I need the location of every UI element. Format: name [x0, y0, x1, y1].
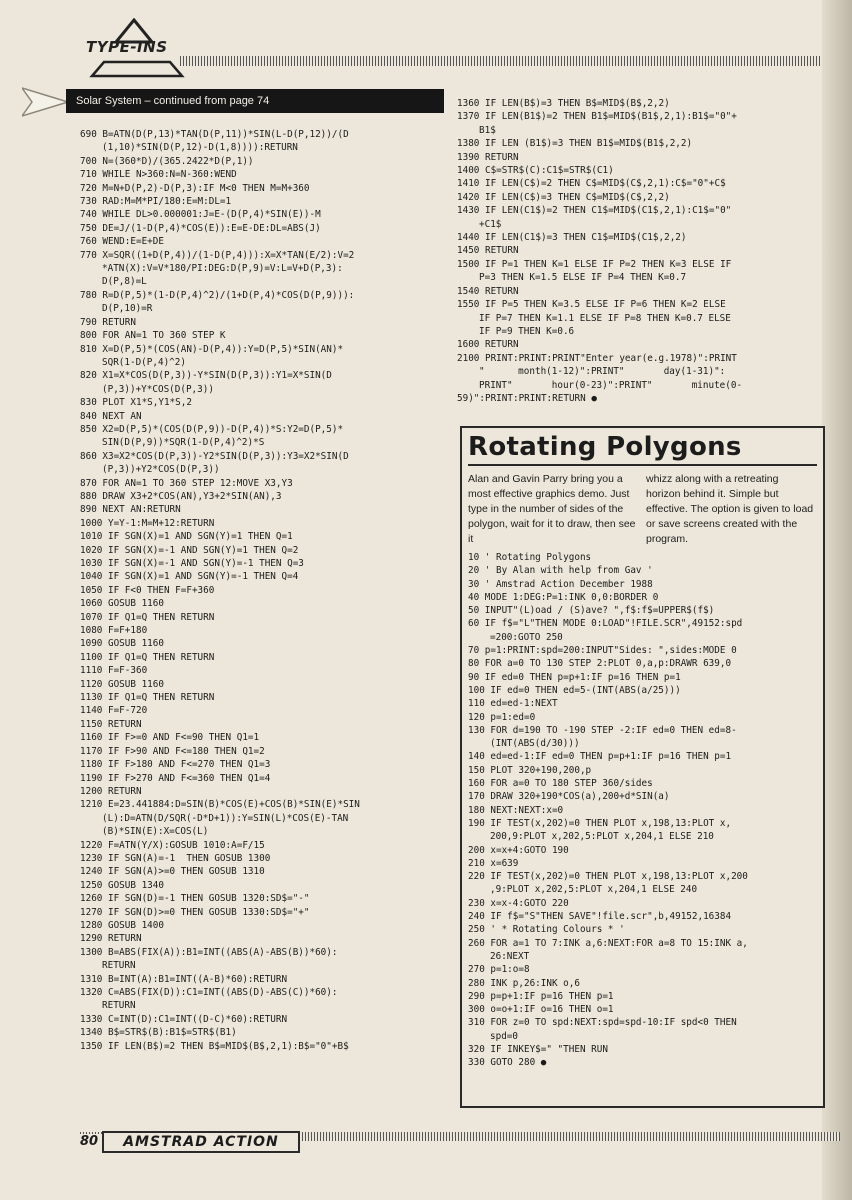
code-line: 820 X1=X*COS(D(P,3))-Y*SIN(D(P,3)):Y1=X*SIN(D	[80, 370, 332, 382]
code-line: 860 X3=X2*COS(D(P,3))-Y2*SIN(D(P,3)):Y3=X2*SIN(D	[80, 450, 349, 462]
code-line: 20 ' By Alan with help from Gav '	[468, 565, 653, 577]
code-line: 220 IF TEST(x,202)=0 THEN PLOT x,198,13:PLOT x,200	[468, 871, 748, 883]
code-line: 1400 C$=STR$(C):C1$=STR$(C1)	[457, 165, 614, 177]
code-line: 1210 E=23.441884:D=SIN(B)*COS(E)+COS(B)*SIN(E)*SIN	[80, 799, 360, 811]
code-line: 60 IF f$="L"THEN MODE 0:LOAD"!FILE.SCR",49152:spd	[468, 618, 743, 630]
code-line: 1150 RETURN	[80, 718, 142, 730]
code-line: +C1$	[479, 218, 502, 230]
code-line: 1330 C=INT(D):C1=INT((D-C)*60):RETURN	[80, 1013, 288, 1025]
code-line: 1110 F=F-360	[80, 665, 148, 677]
code-line: 1550 IF P=5 THEN K=3.5 ELSE IF P=6 THEN K=2 ELSE	[457, 299, 726, 311]
code-line: 1450 RETURN	[457, 245, 519, 257]
code-line: 320 IF INKEY$=" "THEN RUN	[468, 1043, 608, 1055]
code-line: 1260 IF SGN(D)=-1 THEN GOSUB 1320:SD$="-"	[80, 893, 310, 905]
code-line: (1,10)*SIN(D(P,12)-D(1,8)))):RETURN	[102, 142, 298, 154]
code-line: 50 INPUT"(L)oad / (S)ave? ",f$:f$=UPPER$(f$)	[468, 605, 715, 617]
code-line: 250 ' * Rotating Colours * '	[468, 924, 625, 936]
code-line: 1440 IF LEN(C1$)=3 THEN C1$=MID$(C1$,2,2)	[457, 232, 687, 244]
code-line: 140 ed=ed-1:IF ed=0 THEN p=p+1:IF p=16 THEN p=1	[468, 751, 732, 763]
code-line: 1350 IF LEN(B$)=2 THEN B$=MID$(B$,2,1):B$="0"+B$	[80, 1040, 349, 1052]
code-line: 1180 IF F>180 AND F<=270 THEN Q1=3	[80, 759, 271, 771]
code-line: PRINT" hour(0-23)":PRINT" minute(0-	[479, 379, 743, 391]
code-line: 1140 F=F-720	[80, 705, 148, 717]
solar-system-listing-left	[80, 128, 442, 1053]
code-line: 1000 Y=Y-1:M=M+12:RETURN	[80, 517, 215, 529]
page-number: 80	[80, 1134, 102, 1149]
code-line: 1380 IF LEN (B1$)=3 THEN B1$=MID$(B1$,2,2)	[457, 138, 693, 150]
code-line: 240 IF f$="S"THEN SAVE"!file.scr",b,49152,16384	[468, 911, 732, 923]
code-line: 210 x=639	[468, 857, 519, 869]
code-line: 760 WEND:E=E+DE	[80, 236, 164, 248]
code-line: 180 NEXT:NEXT:x=0	[468, 804, 564, 816]
intro-text-col2: whizz along with a retreating horizon behind it. Simple but effective. The option is given to load or save screens created with the program.	[646, 473, 814, 545]
code-line: 1090 GOSUB 1160	[80, 638, 164, 650]
arrow-right-icon	[22, 86, 72, 118]
code-line: ,9:PLOT x,202,5:PLOT x,204,1 ELSE 240	[490, 884, 698, 896]
code-line: 1410 IF LEN(C$)=2 THEN C$=MID$(C$,2,1):C$="0"+C$	[457, 178, 726, 190]
code-line: (L):D=ATN(D/SQR(-D*D+1)):Y=SIN(L)*COS(E)-TAN	[102, 812, 349, 824]
code-line: 1050 IF F<0 THEN F=F+360	[80, 584, 215, 596]
code-line: 1160 IF F>=0 AND F<=90 THEN Q1=1	[80, 732, 260, 744]
article-title: Rotating Polygons	[468, 432, 742, 462]
code-line: RETURN	[102, 1000, 136, 1012]
code-line: 130 FOR d=190 TO -190 STEP -2:IF ed=0 THEN ed=8-	[468, 724, 737, 736]
title-rule	[468, 464, 817, 466]
code-line: 810 X=D(P,5)*(COS(AN)-D(P,4)):Y=D(P,5)*SIN(AN)*	[80, 343, 344, 355]
code-line: (P,3))+Y*COS(D(P,3))	[102, 383, 214, 395]
code-line: 1340 B$=STR$(B):B1$=STR$(B1)	[80, 1027, 237, 1039]
code-line: 1300 B=ABS(FIX(A)):B1=INT((ABS(A)-ABS(B))*60):	[80, 946, 338, 958]
code-line: 1240 IF SGN(A)>=0 THEN GOSUB 1310	[80, 866, 265, 878]
code-line: 100 IF ed=0 THEN ed=5-(INT(ABS(a/25)))	[468, 684, 681, 696]
code-line: 870 FOR AN=1 TO 360 STEP 12:MOVE X3,Y3	[80, 477, 293, 489]
solar-system-listing-right	[457, 97, 819, 405]
code-line: 1600 RETURN	[457, 339, 519, 351]
code-line: 890 NEXT AN:RETURN	[80, 504, 181, 516]
code-line: 2100 PRINT:PRINT:PRINT"Enter year(e.g.1978)":PRINT	[457, 352, 737, 364]
code-line: RETURN	[102, 960, 136, 972]
code-line: 1030 IF SGN(X)=-1 AND SGN(Y)=-1 THEN Q=3	[80, 558, 304, 569]
code-line: 260 FOR a=1 TO 7:INK a,6:NEXT:FOR a=8 TO 15:INK a,	[468, 937, 748, 949]
header-hatch-rule	[180, 56, 820, 66]
code-line: 1280 GOSUB 1400	[80, 919, 164, 931]
code-line: 170 DRAW 320+190*COS(a),200+d*SIN(a)	[468, 791, 670, 803]
code-line: 150 PLOT 320+190,200,p	[468, 764, 592, 776]
code-line: 690 B=ATN(D(P,13)*TAN(D(P,11))*SIN(L-D(P,12))/(D	[80, 129, 349, 140]
code-line: 26:NEXT	[490, 950, 530, 962]
continuation-banner: Solar System – continued from page 74	[66, 89, 444, 113]
rotating-polygons-listing	[468, 551, 818, 1070]
code-line: IF P=9 THEN K=0.6	[479, 325, 575, 337]
code-line: 1310 B=INT(A):B1=INT((A-B)*60):RETURN	[80, 973, 288, 985]
code-line: 270 p=1:o=8	[468, 964, 530, 976]
code-line: (P,3))+Y2*COS(D(P,3))	[102, 464, 220, 476]
code-line: 80 FOR a=0 TO 130 STEP 2:PLOT 0,a,p:DRAWR 639,0	[468, 658, 732, 670]
section-logo-text: TYPE-INS	[86, 38, 168, 56]
code-line: 850 X2=D(P,5)*(COS(D(P,9))-D(P,4))*S:Y2=D(P,5)*	[80, 423, 344, 435]
code-line: 1290 RETURN	[80, 933, 142, 945]
code-line: 1540 RETURN	[457, 285, 519, 297]
code-line: 1360 IF LEN(B$)=3 THEN B$=MID$(B$,2,2)	[457, 98, 670, 109]
code-line: 750 DE=J/(1-D(P,4)*COS(E)):E=E-DE:DL=ABS(J)	[80, 222, 321, 234]
code-line: 30 ' Amstrad Action December 1988	[468, 578, 653, 590]
magazine-name: AMSTRAD ACTION	[102, 1131, 300, 1153]
code-line: 840 NEXT AN	[80, 410, 142, 422]
code-line: 300 o=o+1:IF o=16 THEN o=1	[468, 1004, 614, 1016]
code-line: 830 PLOT X1*S,Y1*S,2	[80, 397, 192, 409]
code-line: 290 p=p+1:IF p=16 THEN p=1	[468, 990, 614, 1002]
code-line: 1100 IF Q1=Q THEN RETURN	[80, 651, 215, 663]
code-line: 1190 IF F>270 AND F<=360 THEN Q1=4	[80, 772, 271, 784]
code-line: 330 GOTO 280 ●	[468, 1057, 547, 1069]
code-line: SQR(1-D(P,4)^2)	[102, 356, 186, 368]
code-line: 1420 IF LEN(C$)=3 THEN C$=MID$(C$,2,2)	[457, 191, 670, 203]
code-line: 200,9:PLOT x,202,5:PLOT x,204,1 ELSE 210	[490, 831, 714, 843]
code-line: 880 DRAW X3+2*COS(AN),Y3+2*SIN(AN),3	[80, 490, 282, 502]
code-line: 710 WHILE N>360:N=N-360:WEND	[80, 169, 237, 181]
code-line: SIN(D(P,9))*SQR(1-D(P,4)^2)*S	[102, 437, 265, 449]
code-line: 200 x=x+4:GOTO 190	[468, 844, 569, 856]
code-line: 1070 IF Q1=Q THEN RETURN	[80, 611, 215, 623]
code-line: spd=0	[490, 1030, 518, 1042]
code-line: 70 p=1:PRINT:spd=200:INPUT"Sides: ",sides:MODE 0	[468, 645, 737, 657]
code-line: 1270 IF SGN(D)>=0 THEN GOSUB 1330:SD$="+"	[80, 906, 310, 918]
code-line: 790 RETURN	[80, 316, 136, 328]
code-line: 1120 GOSUB 1160	[80, 678, 164, 690]
code-line: 1010 IF SGN(X)=1 AND SGN(Y)=1 THEN Q=1	[80, 531, 293, 543]
code-line: 40 MODE 1:DEG:P=1:INK 0,0:BORDER 0	[468, 591, 659, 603]
code-line: 1370 IF LEN(B1$)=2 THEN B1$=MID$(B1$,2,1):B1$="0"+	[457, 111, 737, 123]
code-line: 1040 IF SGN(X)=1 AND SGN(Y)=-1 THEN Q=4	[80, 571, 299, 583]
code-line: 310 FOR z=0 TO spd:NEXT:spd=spd-10:IF spd<0 THEN	[468, 1017, 737, 1029]
code-line: 1390 RETURN	[457, 151, 519, 163]
intro-text-col1: Alan and Gavin Parry bring you a most effective graphics demo. Just type in the number of sides of the polygon, wait for it to draw, then see it	[468, 473, 636, 545]
code-line: 1020 IF SGN(X)=-1 AND SGN(Y)=1 THEN Q=2	[80, 544, 299, 556]
code-line: 1170 IF F>90 AND F<=180 THEN Q1=2	[80, 745, 265, 757]
code-line: 280 INK p,26:INK o,6	[468, 977, 580, 989]
code-line: 1130 IF Q1=Q THEN RETURN	[80, 692, 215, 704]
code-line: 190 IF TEST(x,202)=0 THEN PLOT x,198,13:PLOT x,	[468, 817, 732, 829]
code-line: 160 FOR a=0 TO 180 STEP 360/sides	[468, 778, 653, 790]
code-line: (INT(ABS(d/30)))	[490, 738, 580, 750]
code-line: 1230 IF SGN(A)=-1 THEN GOSUB 1300	[80, 852, 271, 864]
code-line: 120 p=1:ed=0	[468, 711, 536, 723]
code-line: 10 ' Rotating Polygons	[468, 552, 592, 563]
code-line: 740 WHILE DL>0.000001:J=E-(D(P,4)*SIN(E))-M	[80, 209, 321, 221]
code-line: 1220 F=ATN(Y/X):GOSUB 1010:A=F/15	[80, 839, 265, 851]
code-line: 800 FOR AN=1 TO 360 STEP K	[80, 330, 226, 342]
page-spine-shadow	[822, 0, 852, 1200]
code-line: *ATN(X):V=V*180/PI:DEG:D(P,9)=V:L=V+D(P,3):	[102, 263, 343, 275]
code-line: 730 RAD:M=M*PI/180:E=M:DL=1	[80, 196, 232, 208]
code-line: IF P=7 THEN K=1.1 ELSE IF P=8 THEN K=0.7 ELSE	[479, 312, 731, 324]
code-line: 1430 IF LEN(C1$)=2 THEN C1$=MID$(C1$,2,1):C1$="0"	[457, 205, 732, 217]
code-line: 230 x=x-4:GOTO 220	[468, 897, 569, 909]
code-line: 780 R=D(P,5)*(1-D(P,4)^2)/(1+D(P,4)*COS(D(P,9))):	[80, 289, 355, 301]
code-line: D(P,8)=L	[102, 276, 147, 288]
code-line: (B)*SIN(E):X=COS(L)	[102, 826, 209, 838]
code-line: D(P,10)=R	[102, 303, 153, 315]
code-line: 1060 GOSUB 1160	[80, 598, 164, 610]
code-line: 1080 F=F+180	[80, 625, 148, 637]
code-line: 1250 GOSUB 1340	[80, 879, 164, 891]
code-line: 1320 C=ABS(FIX(D)):C1=INT((ABS(D)-ABS(C))*60):	[80, 987, 338, 998]
code-line: 1500 IF P=1 THEN K=1 ELSE IF P=2 THEN K=3 ELSE IF	[457, 258, 732, 270]
rotating-polygons-box	[460, 426, 825, 1108]
code-line: " month(1-12)":PRINT" day(1-31)":	[479, 366, 726, 378]
code-line: 59)":PRINT:PRINT:RETURN ●	[457, 392, 597, 404]
code-line: 110 ed=ed-1:NEXT	[468, 698, 558, 710]
code-line: 720 M=N+D(P,2)-D(P,3):IF M<0 THEN M=M+360	[80, 182, 310, 194]
code-line: P=3 THEN K=1.5 ELSE IF P=4 THEN K=0.7	[479, 272, 687, 284]
code-line: 770 X=SQR((1+D(P,4))/(1-D(P,4))):X=X*TAN(E/2):V=2	[80, 249, 355, 261]
code-line: =200:GOTO 250	[490, 631, 563, 643]
code-line: 1200 RETURN	[80, 785, 142, 797]
code-line: 90 IF ed=0 THEN p=p+1:IF p=16 THEN p=1	[468, 671, 681, 683]
code-line: 700 N=(360*D)/(365.2422*D(P,1))	[80, 155, 254, 167]
code-line: B1$	[479, 124, 496, 136]
